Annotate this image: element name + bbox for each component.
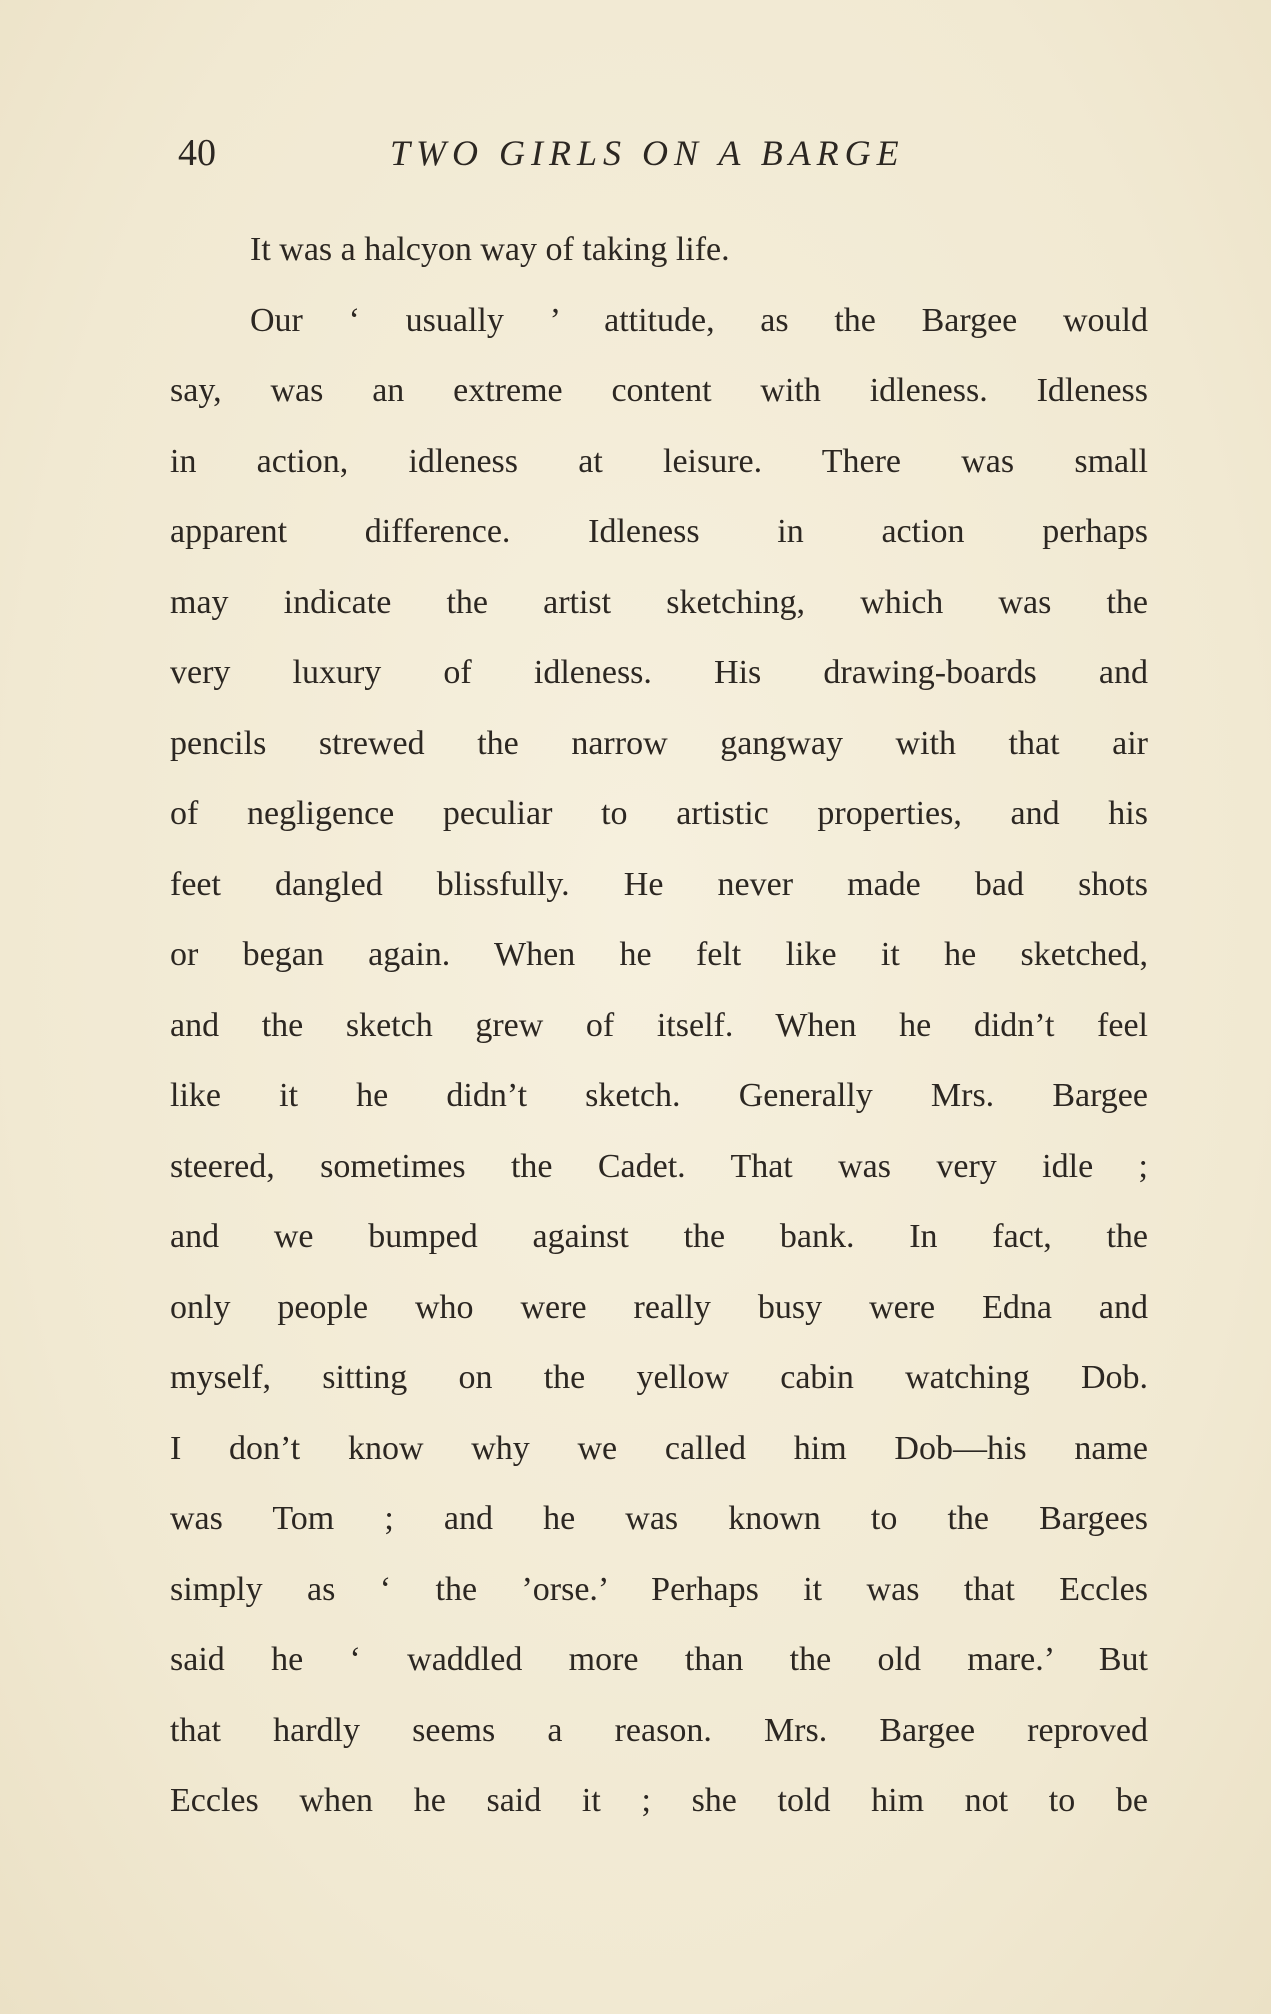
text-line: or began again. When he felt like it he sketched, (170, 936, 1148, 973)
body-text (170, 215, 1148, 1837)
text-line: steered, sometimes the Cadet. That was very idle ; (170, 1147, 1148, 1185)
text-line: only people who were really busy were Edna and (170, 1288, 1148, 1326)
text-line: It was a halcyon way of taking life. (250, 231, 730, 268)
text-line: like it he didn’t sketch. Generally Mrs. Bargee (170, 1077, 1148, 1114)
text-line: in action, idleness at leisure. There was small (170, 442, 1148, 480)
text-line: Our ‘ usually ’ attitude, as the Bargee would (250, 301, 1148, 339)
text-line: and the sketch grew of itself. When he didn’t feel (170, 1006, 1148, 1044)
text-line: pencils strewed the narrow gangway with that air (170, 724, 1148, 762)
text-line: Eccles when he said it ; she told him not to be (170, 1782, 1148, 1819)
text-line: very luxury of idleness. His drawing-boards and (170, 654, 1148, 691)
text-line: myself, sitting on the yellow cabin watching Dob. (170, 1359, 1148, 1396)
page-number: 40 (178, 132, 216, 174)
text-line: may indicate the artist sketching, which was the (170, 583, 1148, 621)
running-title: TWO GIRLS ON A BARGE (390, 133, 905, 173)
text-line: I don’t know why we called him Dob—his name (170, 1429, 1148, 1467)
text-line: simply as ‘ the ’orse.’ Perhaps it was that Eccles (170, 1570, 1148, 1608)
text-line: that hardly seems a reason. Mrs. Bargee reproved (170, 1711, 1148, 1749)
text-line: said he ‘ waddled more than the old mare.’ But (170, 1641, 1148, 1678)
text-line: of negligence peculiar to artistic properties, and his (170, 795, 1148, 832)
text-line: say, was an extreme content with idleness. Idleness (170, 372, 1148, 409)
text-line: feet dangled blissfully. He never made bad shots (170, 865, 1148, 903)
text-line: and we bumped against the bank. In fact, the (170, 1218, 1148, 1255)
running-head (178, 128, 948, 178)
text-line: apparent difference. Idleness in action perhaps (170, 513, 1148, 550)
text-line: was Tom ; and he was known to the Bargees (170, 1500, 1148, 1537)
